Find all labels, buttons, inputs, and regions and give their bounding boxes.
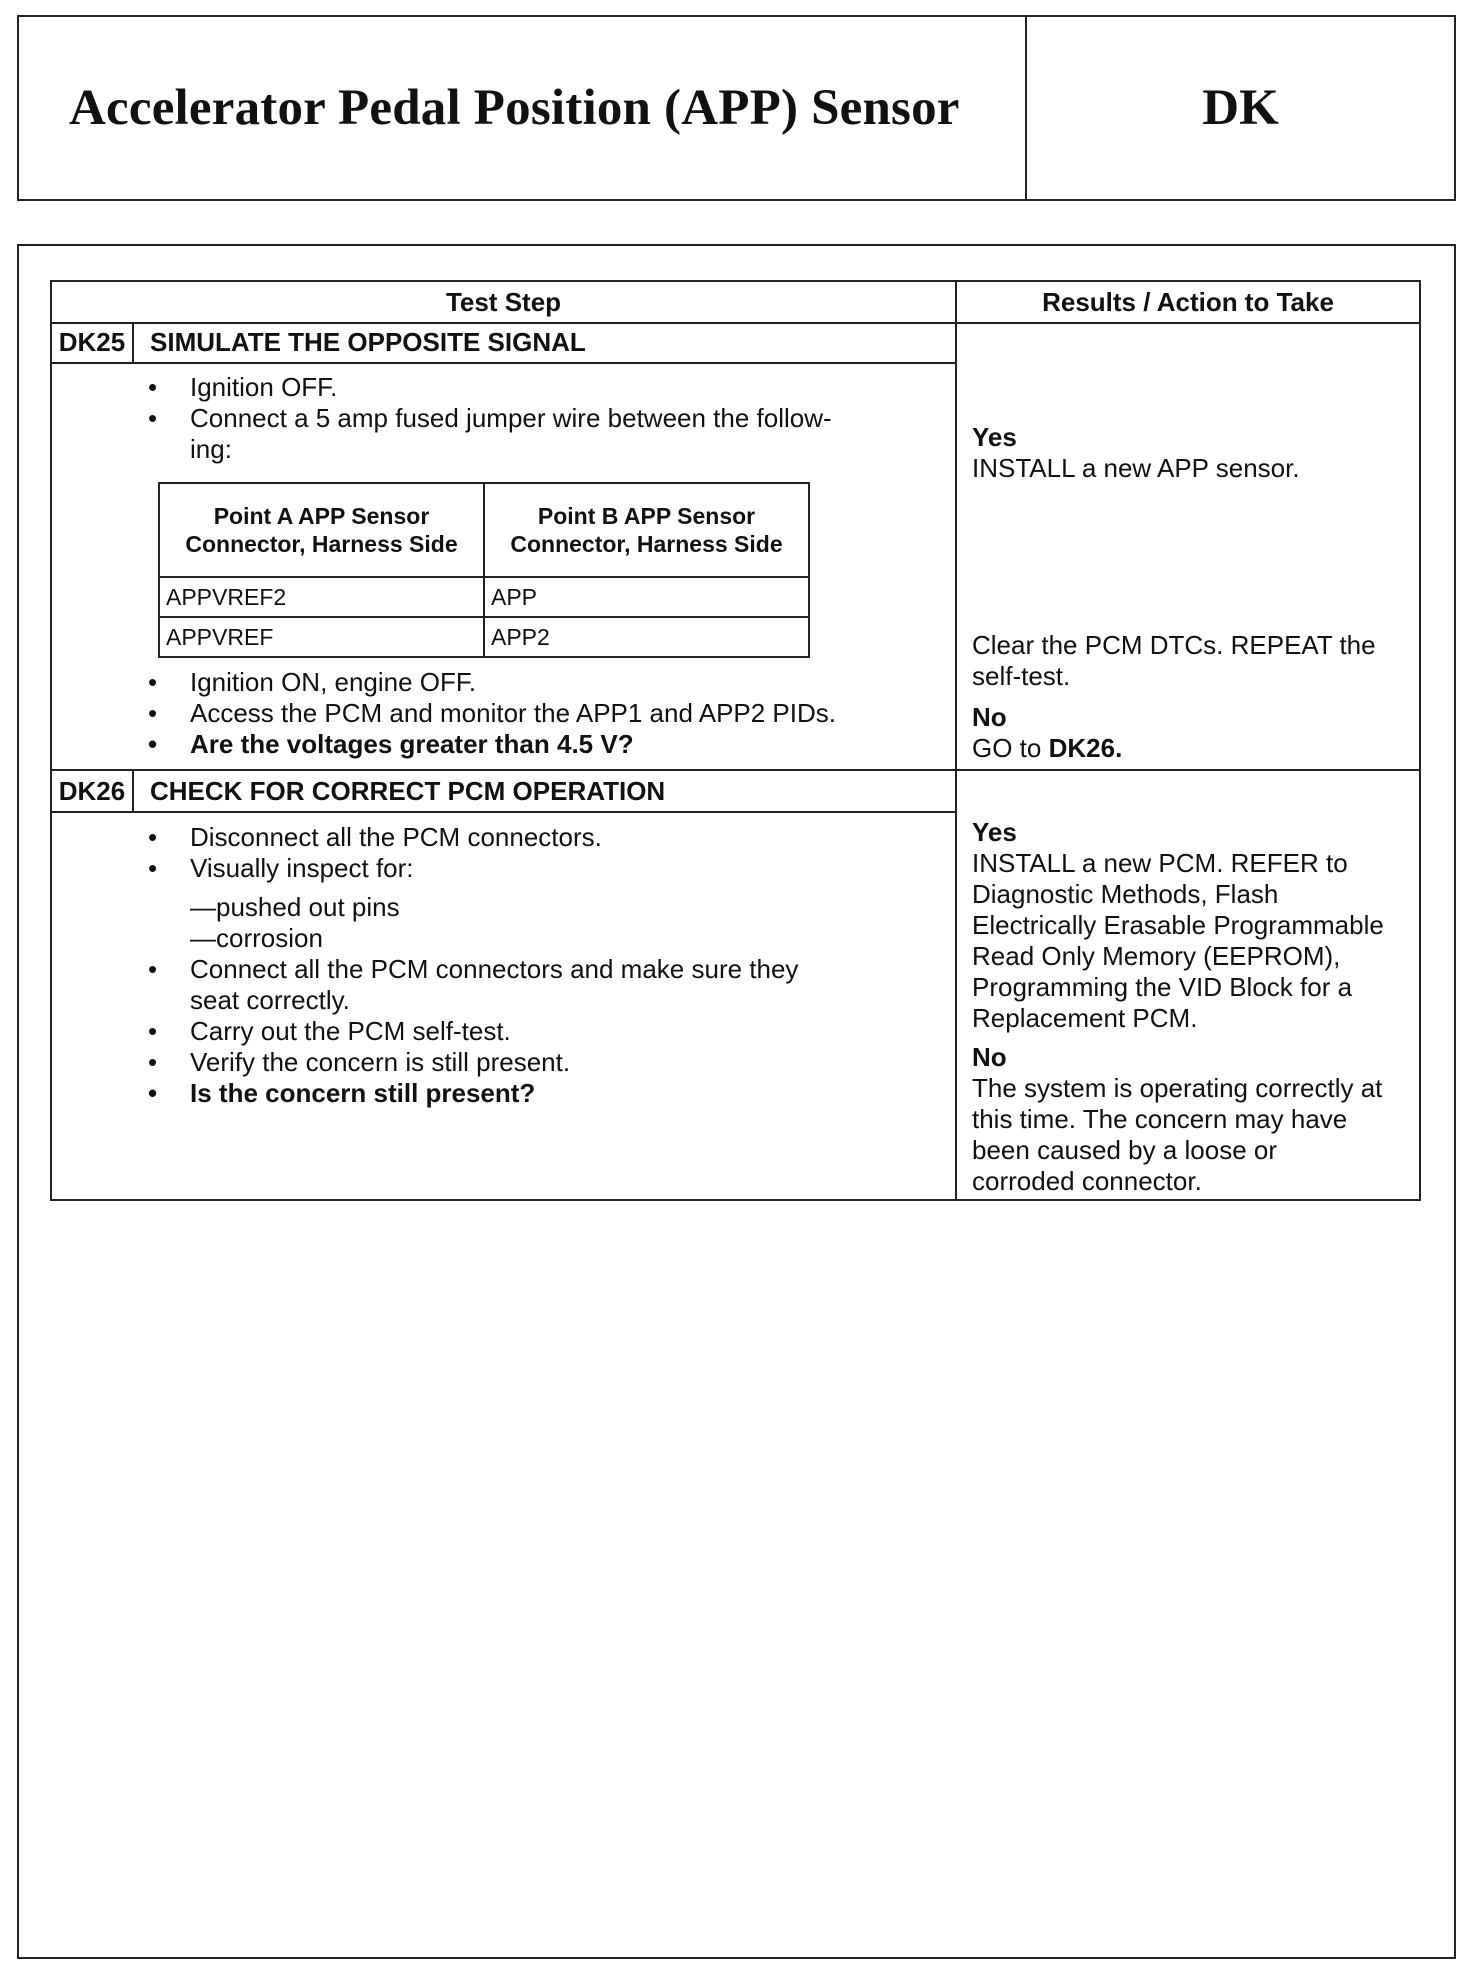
section-code-cell — [1027, 17, 1454, 199]
step-title: CHECK FOR CORRECT PCM OPERATION — [150, 776, 666, 806]
section-code: DK — [1202, 80, 1279, 136]
dk25-result-no — [972, 702, 1412, 764]
no-label: No — [972, 1042, 1007, 1072]
jumper-header-point-b: Point B APP Sensor Connector, Harness Side — [484, 483, 809, 577]
list-item: • Disconnect all the PCM connectors. — [52, 822, 932, 853]
table-cell: APP2 — [484, 617, 809, 657]
list-item-question: • Is the concern still present? — [52, 1078, 932, 1109]
page-header — [17, 15, 1456, 201]
note-line: self-test. — [972, 661, 1071, 691]
no-line: this time. The concern may have — [972, 1104, 1348, 1134]
list-item: • Ignition OFF. — [52, 372, 932, 403]
yes-line: Read Only Memory (EEPROM), — [972, 941, 1341, 971]
no-line: been caused by a loose or — [972, 1135, 1277, 1165]
no-label: No — [972, 702, 1007, 732]
list-item: • Connect a 5 amp fused jumper wire between the follow- — [52, 403, 932, 434]
dk26-bullets-c — [52, 1016, 932, 1109]
table-cell: APPVREF — [159, 617, 484, 657]
table-row — [159, 617, 809, 657]
step-id: DK26 — [52, 771, 134, 811]
list-item: • Verify the concern is still present. — [52, 1047, 932, 1078]
table-cell: APPVREF2 — [159, 577, 484, 617]
yes-line: Electrically Erasable Programmable — [972, 910, 1384, 940]
yes-line: Programming the VID Block for a — [972, 972, 1353, 1002]
step-reference-link[interactable]: DK26. — [1048, 733, 1123, 763]
no-text — [972, 733, 1412, 764]
yes-label: Yes — [972, 422, 1017, 452]
diagnostic-table — [50, 280, 1421, 1201]
no-line: corroded connector. — [972, 1166, 1202, 1196]
list-item: • Carry out the PCM self-test. — [52, 1016, 932, 1047]
dk25-bullets-before — [52, 372, 932, 434]
jumper-table — [158, 482, 810, 658]
page-title: Accelerator Pedal Position (APP) Sensor — [69, 80, 960, 136]
yes-line: INSTALL a new PCM. REFER to — [972, 848, 1348, 878]
step-title: SIMULATE THE OPPOSITE SIGNAL — [150, 327, 586, 357]
dk25-result-note — [972, 630, 1412, 692]
results-separator — [957, 769, 1419, 771]
dk26-result-yes — [972, 817, 1412, 1034]
yes-text: INSTALL a new APP sensor. — [972, 453, 1300, 483]
dk26-result-no — [972, 1042, 1412, 1197]
list-item: • Connect all the PCM connectors and make sure they — [52, 954, 932, 985]
dk26-inspect-list — [190, 892, 400, 954]
no-line: The system is operating correctly at — [972, 1073, 1383, 1103]
dk26-bullets-a — [52, 822, 932, 884]
dk25-bullets-after — [52, 667, 932, 760]
yes-line: Diagnostic Methods, Flash — [972, 879, 1279, 909]
step-header-dk26 — [52, 769, 955, 813]
yes-label: Yes — [972, 817, 1017, 847]
step-id: DK25 — [52, 322, 134, 362]
column-header-test-step: Test Step — [445, 287, 562, 317]
table-row — [159, 577, 809, 617]
no-text-prefix: GO to — [972, 733, 1042, 763]
dk26-bullets-b — [52, 954, 932, 985]
list-item: • Access the PCM and monitor the APP1 and APP2 PIDs. — [52, 698, 932, 729]
yes-line: Replacement PCM. — [972, 1003, 1198, 1033]
table-header-row — [52, 282, 1419, 324]
list-item: — corrosion — [190, 923, 400, 954]
list-item-continuation: ing: — [190, 434, 232, 464]
list-item-continuation: seat correctly. — [190, 985, 350, 1015]
list-item-question: • Are the voltages greater than 4.5 V? — [52, 729, 932, 760]
list-item: — pushed out pins — [190, 892, 400, 923]
title-cell — [19, 17, 1027, 199]
note-line: Clear the PCM DTCs. REPEAT the — [972, 630, 1376, 660]
column-header-results: Results / Action to Take — [1042, 287, 1334, 317]
table-cell: APP — [484, 577, 809, 617]
list-item: • Ignition ON, engine OFF. — [52, 667, 932, 698]
list-item: • Visually inspect for: — [52, 853, 932, 884]
column-divider — [955, 282, 957, 1199]
step-header-dk25 — [52, 322, 955, 364]
dk25-result-yes — [972, 422, 1412, 484]
jumper-header-point-a: Point A APP Sensor Connector, Harness Side — [159, 483, 484, 577]
